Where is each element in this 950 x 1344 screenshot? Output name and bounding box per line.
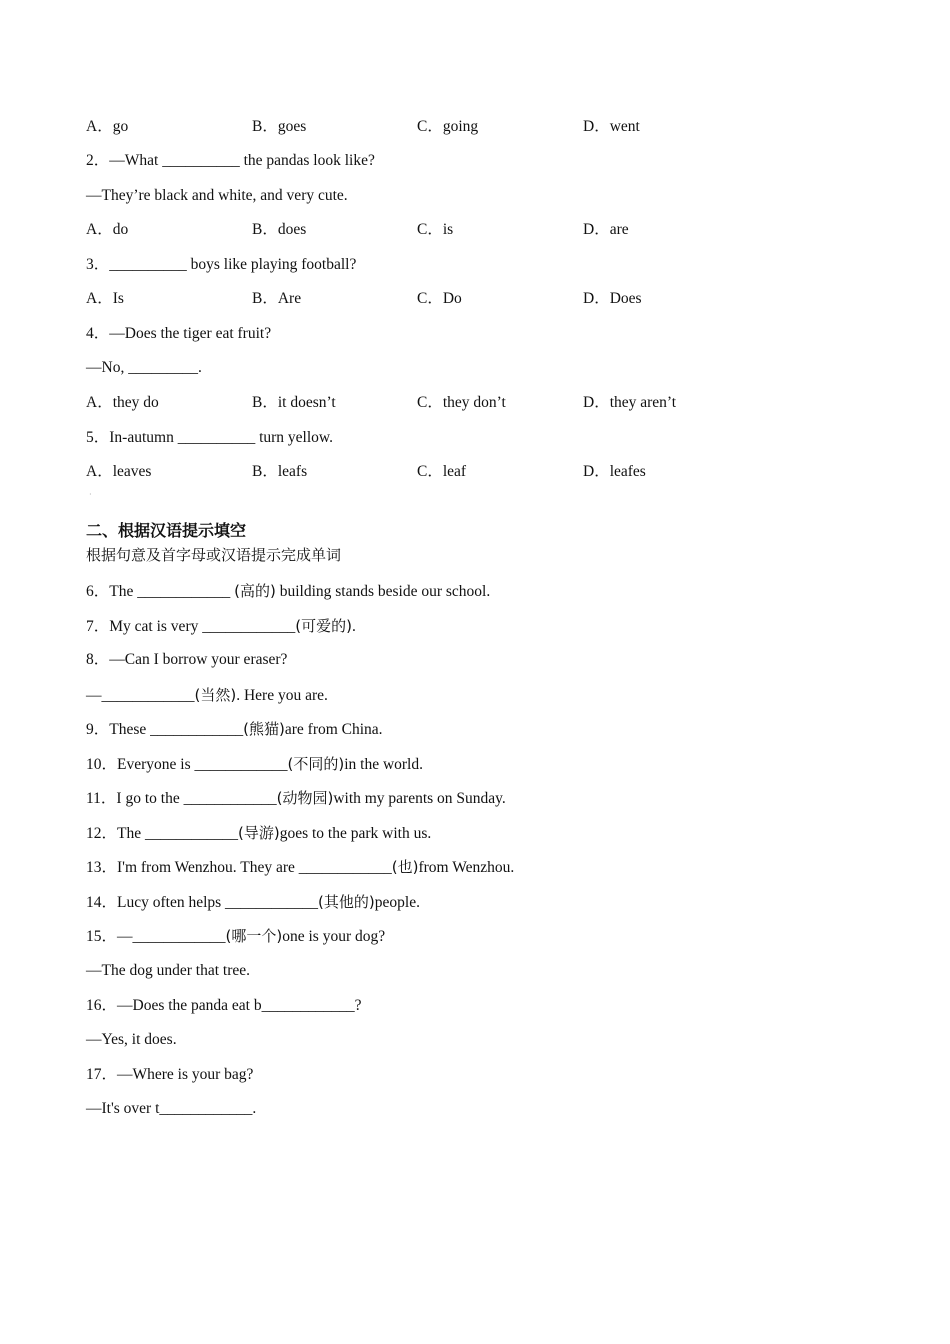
q2-option-a: A．do — [86, 221, 129, 238]
fill-item-15: 15．—____________(哪一个)one is your dog? — [86, 927, 386, 945]
q3-option-b: B．Are — [252, 290, 302, 307]
q5-options — [86, 462, 806, 482]
fill-item-17: 17．—Where is your bag? — [86, 1066, 254, 1083]
fill-item-8: 8．—Can I borrow your eraser? — [86, 651, 288, 668]
q3-option-c: C．Do — [417, 290, 462, 307]
q5-option-d: D．leafes — [583, 463, 646, 480]
q5-option-b: B．leafs — [252, 463, 308, 480]
q2-option-b: B．does — [252, 221, 307, 238]
fill-item-7: 7．My cat is very ____________(可爱的). — [86, 617, 356, 635]
q2-options — [86, 220, 806, 240]
q2-option-d: D．are — [583, 221, 629, 238]
fill-item-15-reply: —The dog under that tree. — [86, 962, 250, 979]
fill-item-9: 9．These ____________(熊猫)are from China. — [86, 720, 383, 738]
q2-stem: 2．—What __________ the pandas look like? — [86, 152, 375, 169]
fill-item-16-reply: —Yes, it does. — [86, 1031, 177, 1048]
q3-option-d: D．Does — [583, 290, 642, 307]
q1-option-b: B．goes — [252, 118, 307, 135]
fill-item-17-reply: —It's over t____________. — [86, 1100, 257, 1117]
q4-stem: 4．—Does the tiger eat fruit? — [86, 325, 272, 342]
q4-option-b: B．it doesn’t — [252, 394, 336, 411]
q2-option-c: C．is — [417, 221, 454, 238]
q4-option-a: A．they do — [86, 394, 159, 411]
fill-item-14: 14．Lucy often helps ____________(其他的)people. — [86, 893, 420, 911]
fill-item-11: 11．I go to the ____________(动物园)with my parents on Sunday. — [86, 789, 506, 807]
q3-stem: 3．__________ boys like playing football? — [86, 256, 357, 273]
fill-item-10: 10．Everyone is ____________(不同的)in the world. — [86, 755, 423, 773]
paragraph-mark: · — [89, 490, 92, 499]
q1-options — [86, 117, 806, 137]
q4-options — [86, 393, 806, 413]
q4-option-d: D．they aren’t — [583, 394, 677, 411]
fill-item-8-reply: —____________(当然). Here you are. — [86, 686, 328, 704]
q2-reply: —They’re black and white, and very cute. — [86, 187, 348, 204]
fill-item-6: 6．The ____________ (高的) building stands beside our school. — [86, 582, 491, 600]
q1-option-a: A．go — [86, 118, 129, 135]
section2-instruction: 根据句意及首字母或汉语提示完成单词 — [86, 546, 342, 564]
q4-option-c: C．they don’t — [417, 394, 506, 411]
section2-title: 二、根据汉语提示填空 — [86, 521, 247, 540]
q1-option-c: C．going — [417, 118, 479, 135]
q5-option-c: C．leaf — [417, 463, 467, 480]
fill-item-13: 13．I'm from Wenzhou. They are ____________(也)from Wenzhou. — [86, 858, 515, 876]
q3-option-a: A．Is — [86, 290, 124, 307]
fill-item-12: 12．The ____________(导游)goes to the park with us. — [86, 824, 432, 842]
q5-option-a: A．leaves — [86, 463, 152, 480]
fill-item-16: 16．—Does the panda eat b____________? — [86, 997, 362, 1014]
q1-option-d: D．went — [583, 118, 640, 135]
q3-options — [86, 289, 806, 309]
q4-reply: —No, _________. — [86, 359, 202, 376]
q5-stem: 5．In-autumn __________ turn yellow. — [86, 429, 333, 446]
